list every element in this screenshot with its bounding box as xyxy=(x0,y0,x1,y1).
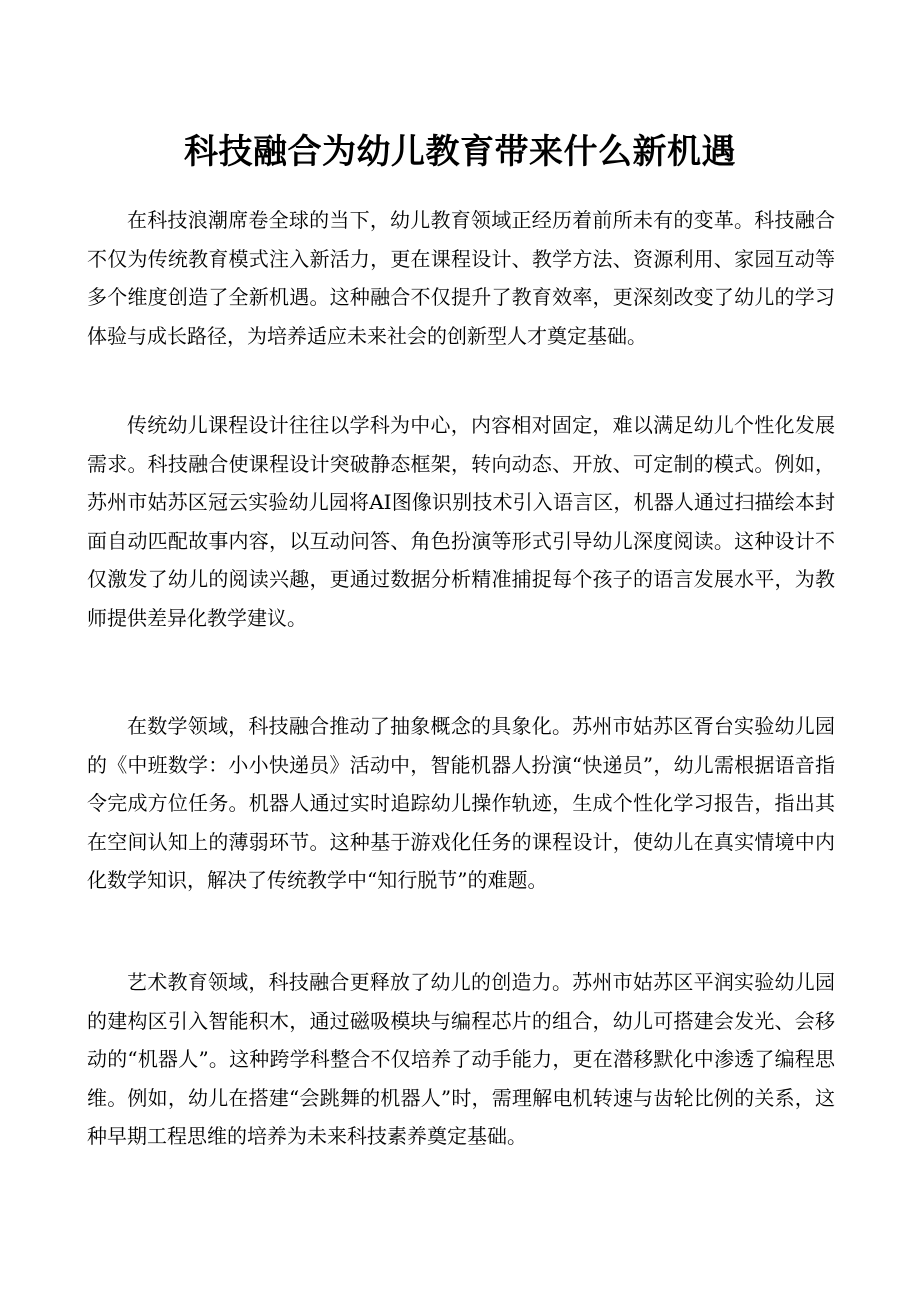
paragraph-intro: 在科技浪潮席卷全球的当下，幼儿教育领域正经历着前所未有的变革。科技融合不仅为传统教育模式注入新活力，更在课程设计、教学方法、资源利用、家园互动等多个维度创造了全新机遇。这种融合不仅提升了教育效率，更深刻改变了幼儿的学习体验与成长路径，为培养适应未来社会的创新型人才奠定基础。 xyxy=(87,208,835,348)
paragraph-curriculum: 传统幼儿课程设计往往以学科为中心，内容相对固定，难以满足幼儿个性化发展需求。科技融合使课程设计突破静态框架，转向动态、开放、可定制的模式。例如，苏州市姑苏区冠云实验幼儿园将AI图像识别技术引入语言区，机器人通过扫描绘本封面自动匹配故事内容，以互动问答、角色扮演等形式引导幼儿深度阅读。这种设计不仅激发了幼儿的阅读兴趣，更通过数据分析精准捕捉每个孩子的语言发展水平，为教师提供差异化教学建议。 xyxy=(87,413,835,630)
paragraph-math: 在数学领域，科技融合推动了抽象概念的具象化。苏州市姑苏区胥台实验幼儿园的《中班数学：小小快递员》活动中，智能机器人扮演“快递员”，幼儿需根据语音指令完成方位任务。机器人通过实时追踪幼儿操作轨迹，生成个性化学习报告，指出其在空间认知上的薄弱环节。这种基于游戏化任务的课程设计，使幼儿在真实情境中内化数学知识，解决了传统教学中“知行脱节”的难题。 xyxy=(87,714,835,893)
paragraph-art: 艺术教育领域，科技融合更释放了幼儿的创造力。苏州市姑苏区平润实验幼儿园的建构区引入智能积木，通过磁吸模块与编程芯片的组合，幼儿可搭建会发光、会移动的“机器人”。这种跨学科整合不仅培养了动手能力，更在潜移默化中渗透了编程思维。例如，幼儿在搭建“会跳舞的机器人”时，需理解电机转速与齿轮比例的关系，这种早期工程思维的培养为未来科技素养奠定基础。 xyxy=(87,970,835,1149)
document-title: 科技融合为幼儿教育带来什么新机遇 xyxy=(184,132,736,172)
